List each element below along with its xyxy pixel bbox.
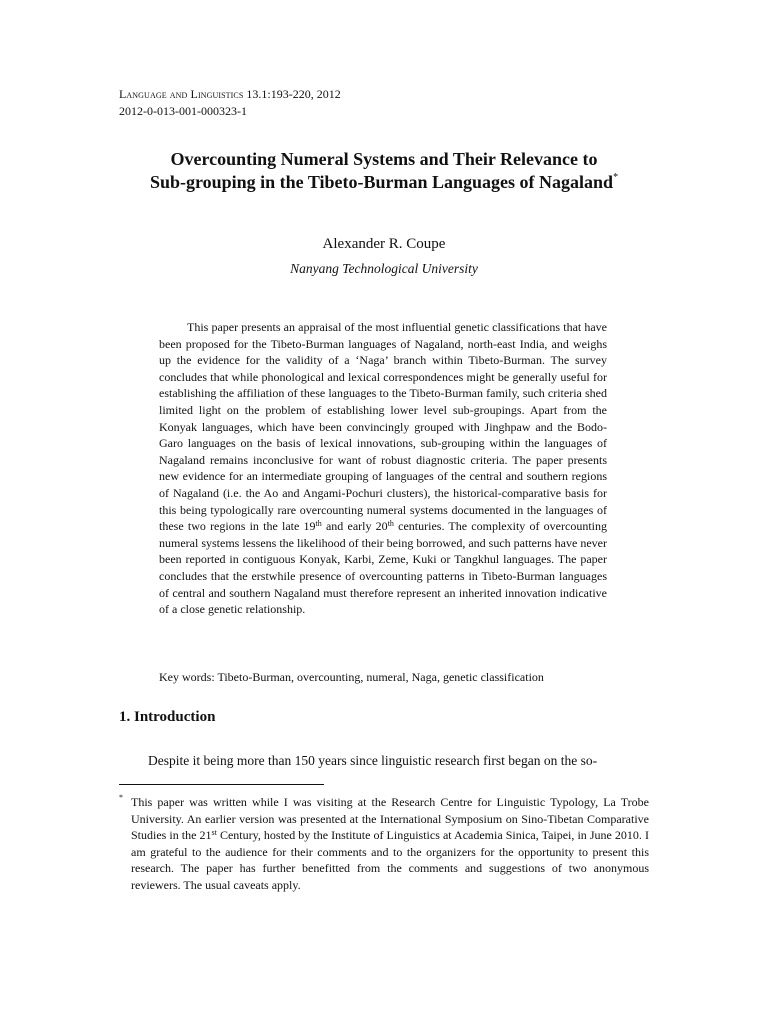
footnote-mark: * [119, 793, 123, 802]
footnote [119, 794, 649, 894]
footnote-sup: st [211, 828, 217, 838]
section-heading: 1. Introduction [119, 709, 216, 725]
keywords: Key words: Tibeto-Burman, overcounting, numeral, Naga, genetic classification [159, 670, 544, 684]
abstract-text-1: This paper presents an appraisal of the most influential genetic classifications that have been proposed for the Tibeto-Burman languages of Nagaland, north-east India, and weighs up the evidence for the validity of a ‘Naga’ branch within Tibeto-Burman. The survey concludes that while phonological and lexical correspondences might be generally useful for establishing the affiliation of these languages to the Tibeto-Burman family, such criteria shed limited light on the problem of establishing lower level sub-groupings. Apart from the Konyak languages, which have been convincingly grouped with Jinghpaw and the Bodo-Garo languages on the basis of lexical innovations, sub-grouping within the languages of Nagaland remains inconclusive for want of robust diagnostic criteria. The paper presents new evidence for an intermediate grouping of languages of the central and southern regions of Nagaland (i.e. the Ao and Angami-Pochuri clusters), the historical-comparative basis for this being typologically rare overcounting numeral systems documented in the languages of these two regions in the late 19 [159, 320, 607, 534]
journal-name: Language and Linguistics [119, 87, 244, 101]
journal-citation: 13.1:193-220, 2012 [246, 87, 341, 101]
author-affiliation: Nanyang Technological University [290, 261, 478, 276]
journal-citation-line [119, 86, 341, 103]
footnote-text-1: This paper was written while I was visiting at the Research Centre for Linguistic Typology, La Trobe University. An earlier version was presented at the International Symposium on Sino-Tibetan Comparative Studies in the 21 [131, 795, 649, 843]
running-header [119, 86, 341, 120]
abstract-sup-1: th [315, 519, 322, 529]
title-line-2-text: Sub-grouping in the Tibeto-Burman Languages of Nagaland [149, 172, 614, 192]
footnote-text-2: Century, hosted by the Institute of Linguistics at Academia Sinica, Taipei, in June 2010. I am grateful to the audience for their comments and to the organizers for the opportunity to present this research. The paper has further benefitted from the comments and suggestions of two anonymous reviewers. The usual caveats apply. [131, 828, 649, 892]
paper-title [90, 148, 678, 194]
abstract-paragraph [159, 319, 607, 618]
footnote-divider [119, 784, 324, 785]
abstract-sup-2: th [387, 519, 394, 529]
abstract-text-2: and early 20 [321, 519, 388, 534]
footnote-text [131, 794, 649, 894]
intro-first-line: Despite it being more than 150 years since linguistic research first began on the so- [148, 753, 598, 768]
document-id: 2012-0-013-001-000323-1 [119, 104, 247, 118]
abstract-text-3: centuries. The complexity of overcounting numeral systems lessens the likelihood of their being borrowed, and such patterns have never been reported in contiguous Konyak, Karbi, Zeme, Kuki or Tangkhul languages. The paper concludes that the erstwhile presence of overcounting patterns in Tibeto-Burman languages of central and southern Nagaland must therefore represent an inherited innovation indicative of a close genetic relationship. [159, 519, 607, 617]
title-line-1: Overcounting Numeral Systems and Their Relevance to [170, 149, 598, 169]
title-footnote-mark: * [613, 172, 619, 183]
title-line-2 [90, 171, 678, 194]
author-name: Alexander R. Coupe [322, 236, 446, 252]
abstract [159, 319, 607, 618]
